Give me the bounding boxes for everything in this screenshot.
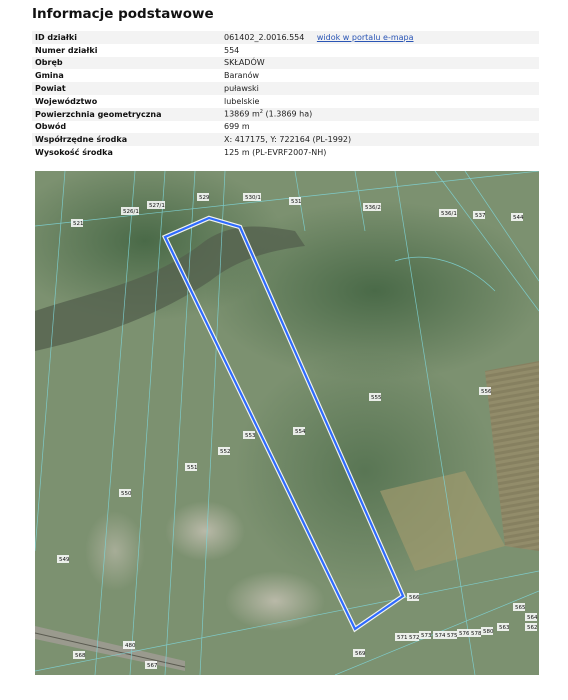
row-label: Powiat: [32, 82, 221, 95]
row-value: X: 417175, Y: 722164 (PL-1992): [221, 133, 539, 146]
parcel-label: [147, 201, 165, 209]
row-value: Baranów: [221, 69, 539, 82]
parcel-label: [481, 627, 494, 635]
svg-text:549: 549: [59, 557, 70, 563]
parcel-label: [513, 603, 526, 611]
svg-text:480: 480: [125, 643, 136, 649]
parcel-label: [363, 203, 381, 211]
table-row: [32, 133, 539, 146]
parcel-label: [511, 213, 524, 221]
parcel-label: [395, 633, 408, 641]
parcel-label: [473, 211, 486, 219]
parcel-label: [243, 431, 256, 439]
row-value: 125 m (PL-EVRF2007-NH): [221, 146, 539, 159]
clearing: [85, 511, 145, 591]
svg-text:554: 554: [295, 429, 306, 435]
svg-text:521: 521: [73, 221, 84, 227]
parcel-label: [145, 661, 158, 669]
parcel-label: [121, 207, 139, 215]
parcel-label: [197, 193, 210, 201]
e-mapa-portal-link[interactable]: widok w portalu e-mapa: [316, 32, 414, 42]
row-label: ID działki: [32, 31, 221, 44]
svg-text:566: 566: [409, 595, 420, 601]
parcel-label: [407, 593, 420, 601]
clearing: [225, 571, 325, 631]
parcel-label: [123, 641, 136, 649]
table-row: [32, 82, 539, 95]
row-label: Powierzchnia geometryczna: [32, 108, 221, 121]
parcel-label: [243, 193, 261, 201]
svg-text:530/1: 530/1: [245, 195, 261, 201]
parcel-label: [407, 633, 420, 641]
parcel-label: [481, 389, 494, 397]
row-value: SKŁADÓW: [221, 57, 539, 70]
table-row: [32, 121, 539, 134]
row-value: lubelskie: [221, 95, 539, 108]
parcel-label: [497, 623, 510, 631]
svg-text:531: 531: [291, 199, 302, 205]
parcel-label: [369, 393, 382, 401]
svg-text:571: 571: [397, 635, 408, 641]
svg-text:537: 537: [475, 213, 486, 219]
svg-text:553: 553: [245, 433, 256, 439]
parcel-label: [289, 197, 302, 205]
table-row: [32, 108, 539, 121]
parcel-label: [218, 447, 231, 455]
parcel-label: [433, 631, 446, 639]
row-value: 699 m: [221, 121, 539, 134]
parcel-label: [71, 219, 84, 227]
table-row: [32, 57, 539, 70]
svg-text:555: 555: [371, 395, 382, 401]
area-value: 13869 m: [224, 110, 260, 119]
row-label: Obręb: [32, 57, 221, 70]
table-row: [32, 146, 539, 159]
table-row: [32, 69, 539, 82]
parcel-label: [469, 629, 482, 637]
row-value: puławski: [221, 82, 539, 95]
table-row: [32, 95, 539, 108]
parcel-label: [353, 649, 366, 657]
svg-text:576: 576: [459, 631, 470, 637]
parcel-label: [293, 427, 306, 435]
row-label: Obwód: [32, 121, 221, 134]
svg-text:573: 573: [421, 633, 432, 639]
row-label: Województwo: [32, 95, 221, 108]
svg-text:562: 562: [527, 625, 538, 631]
parcel-label: [73, 651, 86, 659]
svg-text:580: 580: [483, 629, 494, 635]
parcel-info-table: [32, 31, 539, 159]
row-label: Gmina: [32, 69, 221, 82]
svg-text:565: 565: [515, 605, 526, 611]
svg-text:552: 552: [220, 449, 231, 455]
svg-text:572: 572: [409, 635, 420, 641]
svg-text:563: 563: [499, 625, 510, 631]
svg-text:544: 544: [513, 215, 524, 221]
table-row: [32, 44, 539, 57]
area-unit-superscript: 2: [259, 109, 263, 116]
row-label: Numer działki: [32, 44, 221, 57]
svg-text:536/1: 536/1: [441, 211, 457, 217]
svg-text:569: 569: [355, 651, 366, 657]
row-value: 554: [221, 44, 539, 57]
row-value: [221, 31, 539, 44]
svg-text:536/2: 536/2: [365, 205, 381, 211]
svg-text:567: 567: [147, 663, 158, 669]
row-label: Wysokość środka: [32, 146, 221, 159]
parcel-label: [439, 209, 457, 217]
svg-text:527/1: 527/1: [149, 203, 165, 209]
parcel-label: [457, 629, 470, 637]
svg-text:526/1: 526/1: [123, 209, 139, 215]
svg-text:575: 575: [447, 633, 458, 639]
page-title: Informacje podstawowe: [32, 6, 214, 22]
svg-text:568: 568: [75, 653, 86, 659]
svg-text:556: 556: [481, 389, 492, 395]
parcel-label: [525, 623, 538, 631]
svg-text:551: 551: [187, 465, 198, 471]
parcel-id-value: 061402_2.0016.554: [224, 32, 305, 42]
parcel-label: [185, 463, 198, 471]
area-hectares: (1.3869 ha): [262, 110, 313, 119]
row-value: [221, 108, 539, 121]
svg-text:550: 550: [121, 491, 132, 497]
parcel-label: [419, 631, 432, 639]
parcel-label: [119, 489, 132, 497]
table-row: [32, 31, 539, 44]
parcel-label: [445, 631, 458, 639]
svg-text:574: 574: [435, 633, 446, 639]
parcel-label: [525, 613, 538, 621]
svg-text:564: 564: [527, 615, 538, 621]
clearing: [165, 501, 245, 561]
svg-text:578: 578: [471, 631, 482, 637]
row-label: Współrzędne środka: [32, 133, 221, 146]
parcel-map[interactable]: [35, 171, 539, 675]
svg-text:529: 529: [199, 195, 210, 201]
parcel-label: [57, 555, 70, 563]
orthophoto-map-svg: [35, 171, 539, 675]
